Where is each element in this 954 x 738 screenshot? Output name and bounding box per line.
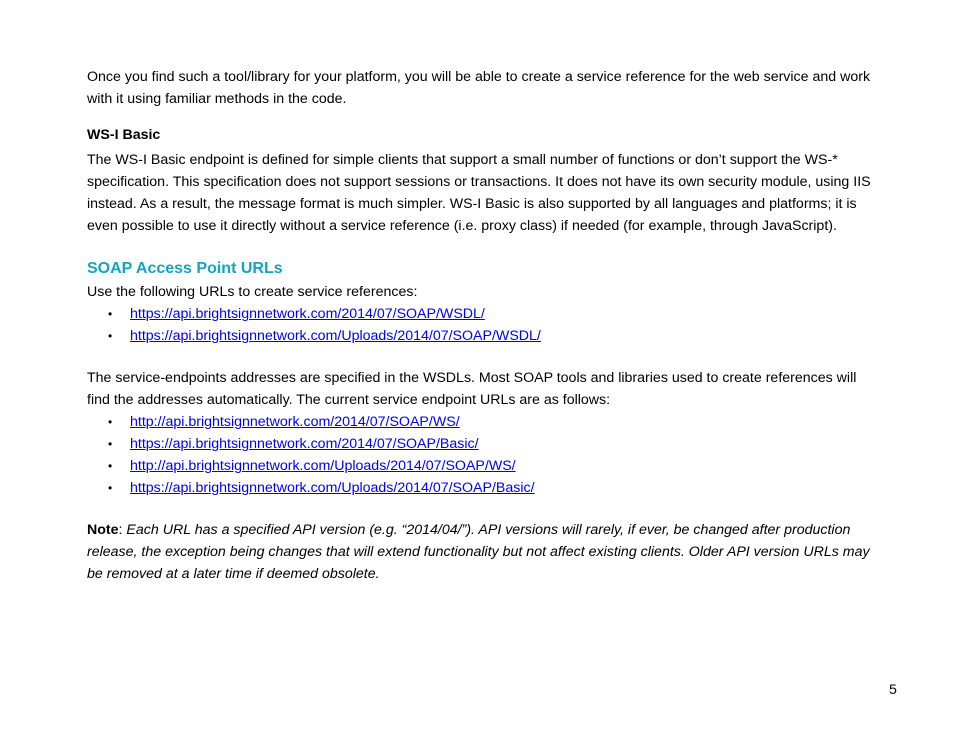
- spacer: [87, 499, 877, 519]
- bullet-icon: •: [108, 459, 113, 473]
- uploads-ws-endpoint-link[interactable]: http://api.brightsignnetwork.com/Uploads/2014/07/SOAP/WS/: [130, 458, 516, 474]
- endpoint-link-list: [87, 411, 877, 499]
- wsi-basic-heading: WS-I Basic: [87, 127, 161, 143]
- bullet-icon: •: [108, 307, 113, 321]
- ws-endpoint-link[interactable]: http://api.brightsignnetwork.com/2014/07/SOAP/WS/: [130, 414, 460, 430]
- intro-paragraph: Once you find such a tool/library for your platform, you will be able to create a service reference for the web service and work with it using familiar methods in the code.: [87, 69, 871, 107]
- list-item: [87, 477, 877, 499]
- page-number: 5: [889, 682, 897, 698]
- wsdl-link[interactable]: https://api.brightsignnetwork.com/2014/07/SOAP/WSDL/: [130, 306, 485, 322]
- bullet-icon: •: [108, 481, 113, 495]
- list-item: [87, 325, 877, 347]
- soap-access-heading: SOAP Access Point URLs: [87, 260, 283, 277]
- uploads-wsdl-link[interactable]: https://api.brightsignnetwork.com/Uploads/2014/07/SOAP/WSDL/: [130, 328, 541, 344]
- basic-endpoint-link[interactable]: https://api.brightsignnetwork.com/2014/07/SOAP/Basic/: [130, 436, 479, 452]
- list-item: [87, 303, 877, 325]
- bullet-icon: •: [108, 437, 113, 451]
- note-paragraph: [87, 519, 877, 585]
- document-page: [87, 66, 877, 585]
- uploads-basic-endpoint-link[interactable]: https://api.brightsignnetwork.com/Uploads/2014/07/SOAP/Basic/: [130, 480, 535, 496]
- bullet-icon: •: [108, 415, 113, 429]
- list-item: [87, 433, 877, 455]
- bullet-icon: •: [108, 329, 113, 343]
- soap-lead-text: Use the following URLs to create service references:: [87, 284, 418, 300]
- wsi-basic-paragraph: The WS-I Basic endpoint is defined for simple clients that support a small number of functions or don’t support the WS-* specification. This specification does not support sessions or transactions. It does not have its own security module, using IIS instead. As a result, the message format is much simpler. WS-I Basic is also supported by all languages and platforms; it is even possible to use it directly without a service reference (i.e. proxy class) if needed (for example, through JavaScript).: [87, 152, 871, 234]
- wsdl-link-list: [87, 303, 877, 347]
- list-item: [87, 455, 877, 477]
- note-label: Note: [87, 522, 119, 538]
- note-separator: :: [118, 522, 127, 538]
- endpoints-paragraph: The service-endpoints addresses are specified in the WSDLs. Most SOAP tools and libraries used to create references will find the addresses automatically. The current service endpoint URLs are as follows:: [87, 370, 857, 408]
- list-item: [87, 411, 877, 433]
- note-text: Each URL has a specified API version (e.g. “2014/04/”). API versions will rarely, if ever, be changed after production release, the exception being changes that will extend functionality but not affect existing clients. Older API version URLs may be removed at a later time if deemed obsolete.: [87, 522, 870, 582]
- spacer: [87, 347, 877, 367]
